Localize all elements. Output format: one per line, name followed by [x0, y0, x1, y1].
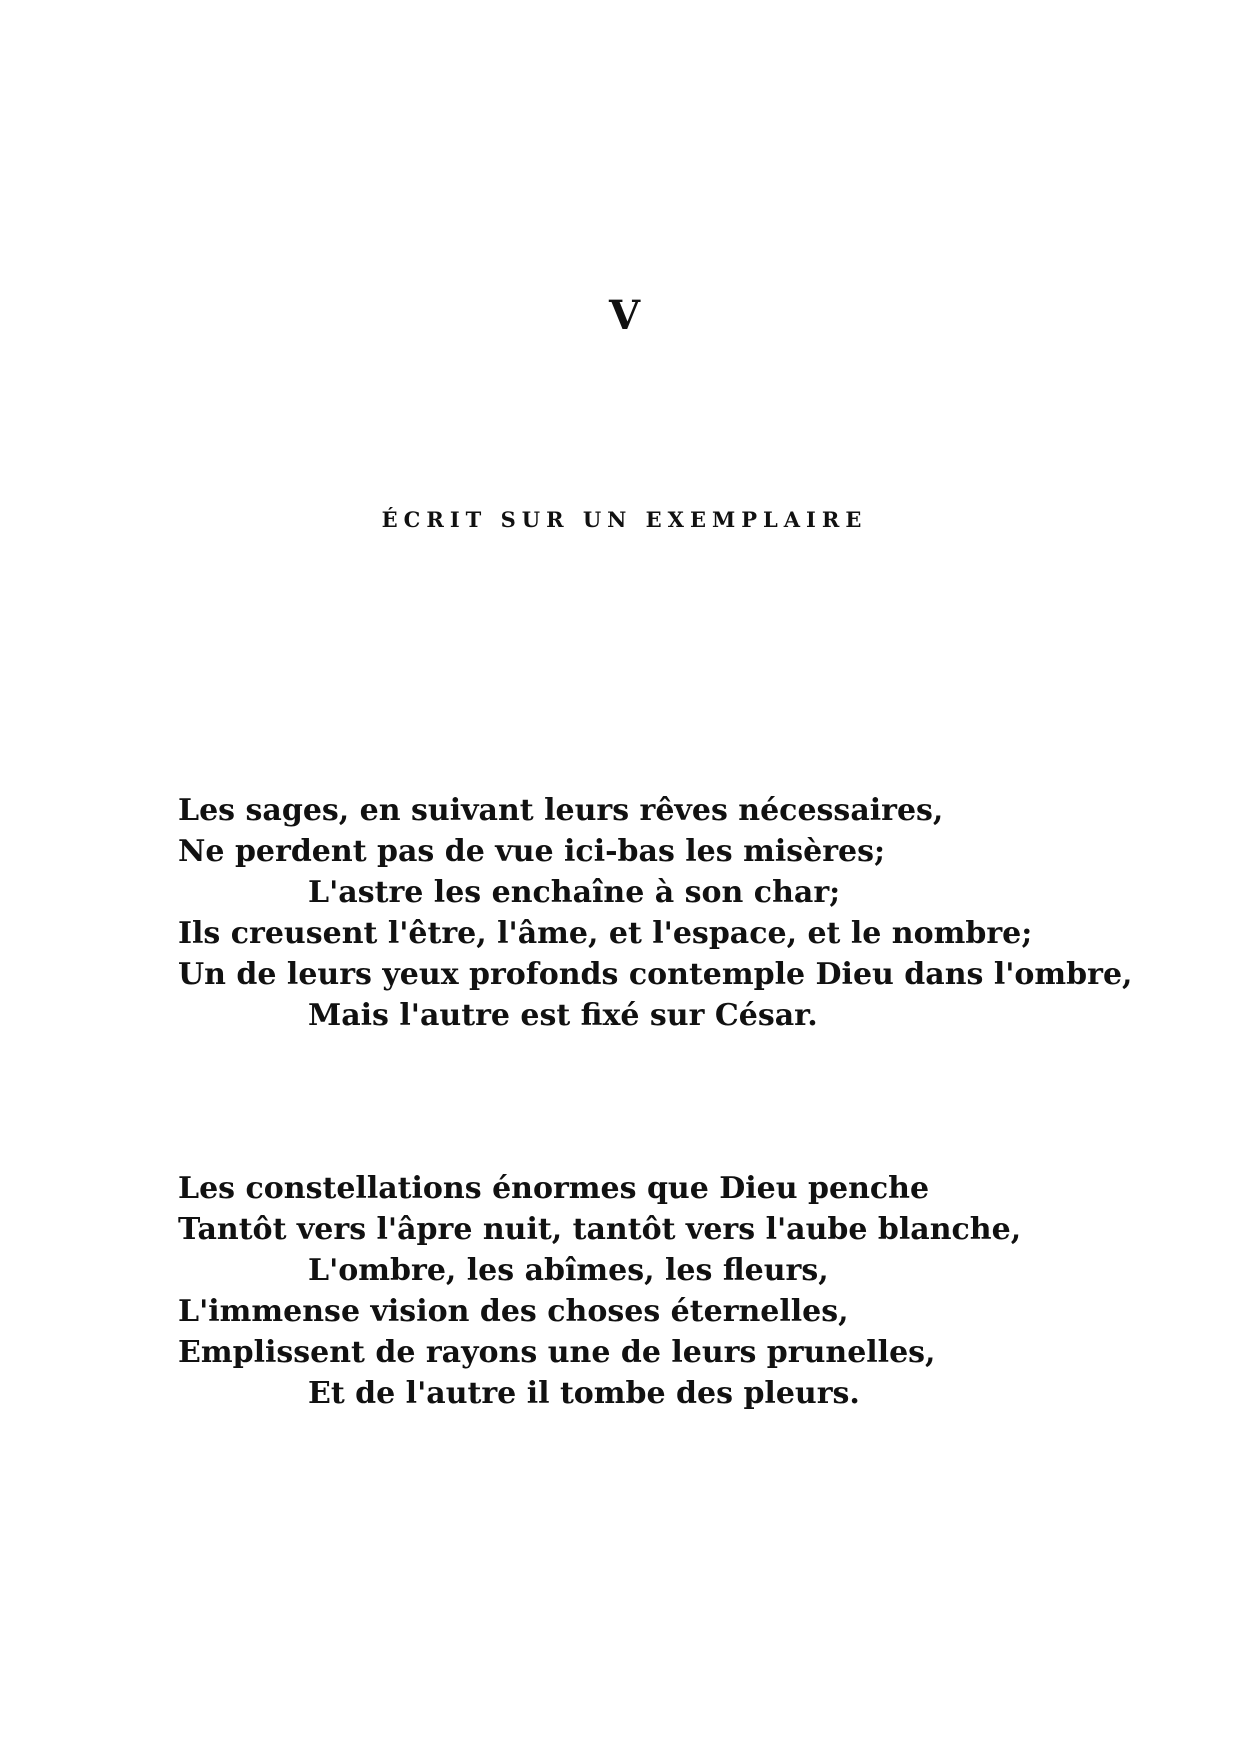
verse-line: Les sages, en suivant leurs rêves nécessaires, — [178, 793, 944, 828]
verse-line: L'immense vision des choses éternelles, — [178, 1294, 849, 1329]
poem-title: ÉCRIT SUR UN EXEMPLAIRE — [381, 507, 868, 532]
stanza-1 — [178, 790, 1133, 1036]
stanza-2 — [178, 1168, 1021, 1414]
verse-line: Les constellations énormes que Dieu penche — [178, 1171, 930, 1206]
verse-line: Ils creusent l'être, l'âme, et l'espace, et le nombre; — [178, 916, 1033, 951]
section-numeral: V — [608, 292, 641, 339]
verse-line: L'astre les enchaîne à son char; — [308, 875, 841, 910]
verse-line: Tantôt vers l'âpre nuit, tantôt vers l'aube blanche, — [178, 1212, 1022, 1247]
verse-line: Un de leurs yeux profonds contemple Dieu dans l'ombre, — [178, 957, 1133, 992]
verse-line: Mais l'autre est fixé sur César. — [308, 998, 818, 1033]
verse-line: Ne perdent pas de vue ici-bas les misères; — [178, 834, 886, 869]
verse-line: L'ombre, les abîmes, les fleurs, — [308, 1253, 829, 1288]
verse-line: Emplissent de rayons une de leurs prunelles, — [178, 1335, 936, 1370]
verse-line: Et de l'autre il tombe des pleurs. — [308, 1376, 860, 1411]
